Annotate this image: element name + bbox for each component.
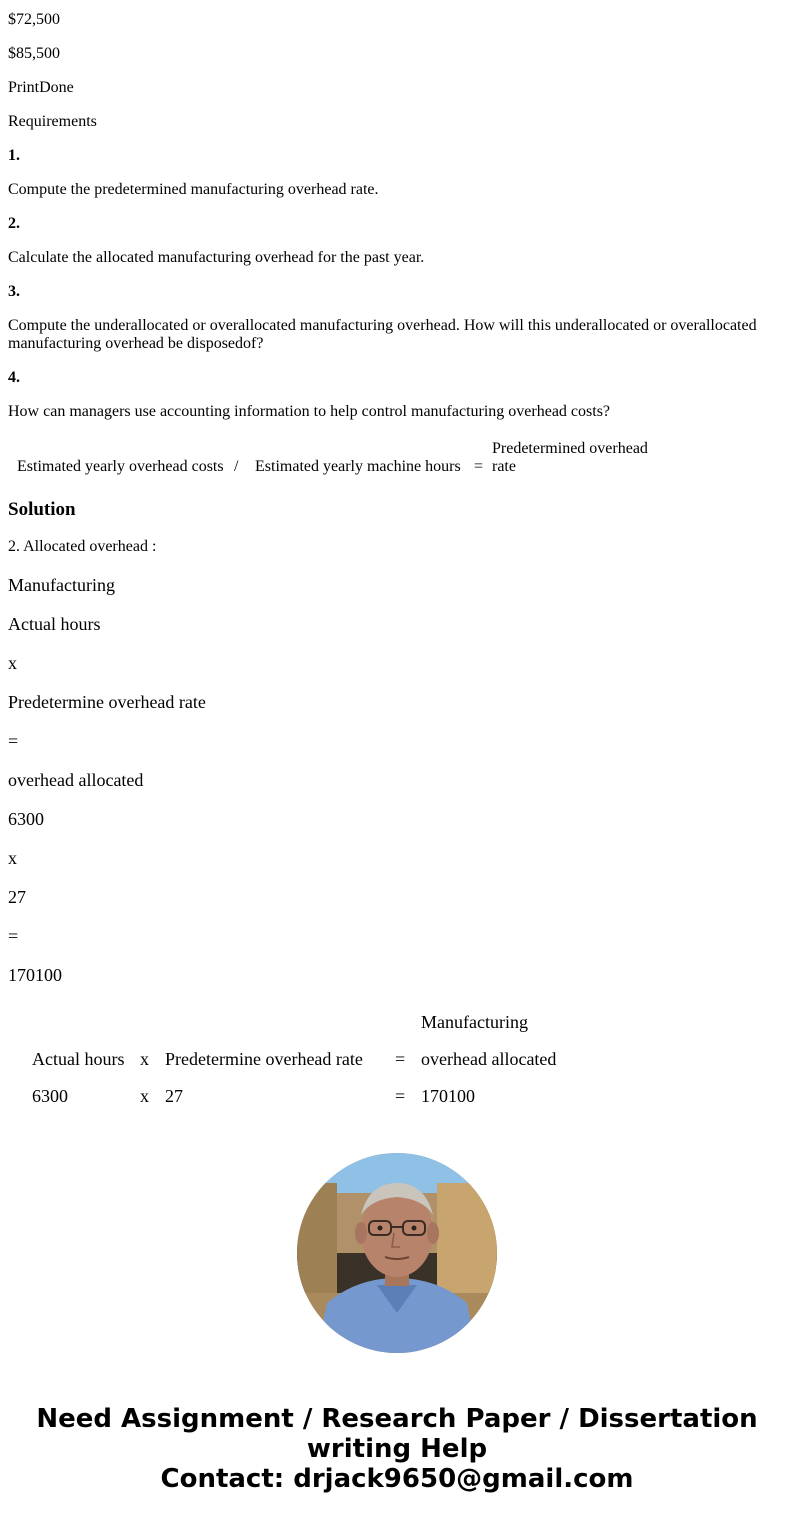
table-header-cell: = (395, 1049, 406, 1069)
table-header-cell: overhead allocated (421, 1049, 557, 1069)
requirement-number-1: 1. (8, 147, 20, 164)
solution-line: = (8, 926, 19, 946)
solution-line: x (8, 653, 17, 673)
requirement-text-3: Compute the underallocated or overallocated manufacturing overhead. How will this underallocated or overallocated manufacturing overhead be disposedof? (8, 317, 757, 352)
requirement-text-4: How can managers use accounting information to help control manufacturing overhead costs? (8, 403, 611, 420)
requirement-text-2: Calculate the allocated manufacturing overhead for the past year. (8, 249, 425, 266)
table-cell: 6300 (32, 1086, 68, 1106)
table-cell: 27 (165, 1086, 183, 1106)
table-cell: x (140, 1086, 149, 1106)
requirement-number-2: 2. (8, 215, 20, 232)
promo-contact[interactable]: Contact: drjack9650@gmail.com (160, 1464, 634, 1494)
portrait-image (297, 1153, 497, 1353)
requirement-number-4: 4. (8, 369, 20, 386)
solution-line: x (8, 848, 17, 868)
solution-heading: Solution (8, 499, 76, 520)
solution-line: Actual hours (8, 614, 101, 634)
solution-line: Predetermine overhead rate (8, 692, 206, 712)
table-header-cell: Actual hours (32, 1049, 125, 1069)
solution-line: 170100 (8, 965, 62, 985)
promo-line-1: Need Assignment / Research Paper / Dissertation (36, 1404, 758, 1434)
solution-line: overhead allocated (8, 770, 144, 790)
formula-overhead-costs: Estimated yearly overhead costs (17, 458, 224, 475)
requirement-number-3: 3. (8, 283, 20, 300)
table-header-cell: x (140, 1049, 149, 1069)
table-header-top: Manufacturing (421, 1012, 528, 1032)
allocated-overhead-label: 2. Allocated overhead : (8, 538, 157, 555)
requirements-heading: Requirements (8, 113, 97, 130)
promo-line-2: writing Help (306, 1434, 488, 1464)
formula-machine-hours: Estimated yearly machine hours (255, 458, 461, 475)
solution-line: = (8, 731, 19, 751)
table-cell: 170100 (421, 1086, 475, 1106)
author-avatar (297, 1153, 497, 1353)
solution-line: Manufacturing (8, 575, 115, 595)
solution-line: 27 (8, 887, 26, 907)
formula-result-line2: rate (492, 458, 516, 475)
print-done-link[interactable]: PrintDone (8, 79, 74, 96)
table-header-cell: Predetermine overhead rate (165, 1049, 363, 1069)
table-cell: = (395, 1086, 406, 1106)
formula-equals: = (474, 458, 484, 475)
formula-result-line1: Predetermined overhead (492, 440, 648, 457)
price-2: $85,500 (8, 45, 60, 62)
solution-line: 6300 (8, 809, 44, 829)
price-1: $72,500 (8, 11, 60, 28)
formula-divide: / (234, 458, 239, 475)
requirement-text-1: Compute the predetermined manufacturing overhead rate. (8, 181, 379, 198)
